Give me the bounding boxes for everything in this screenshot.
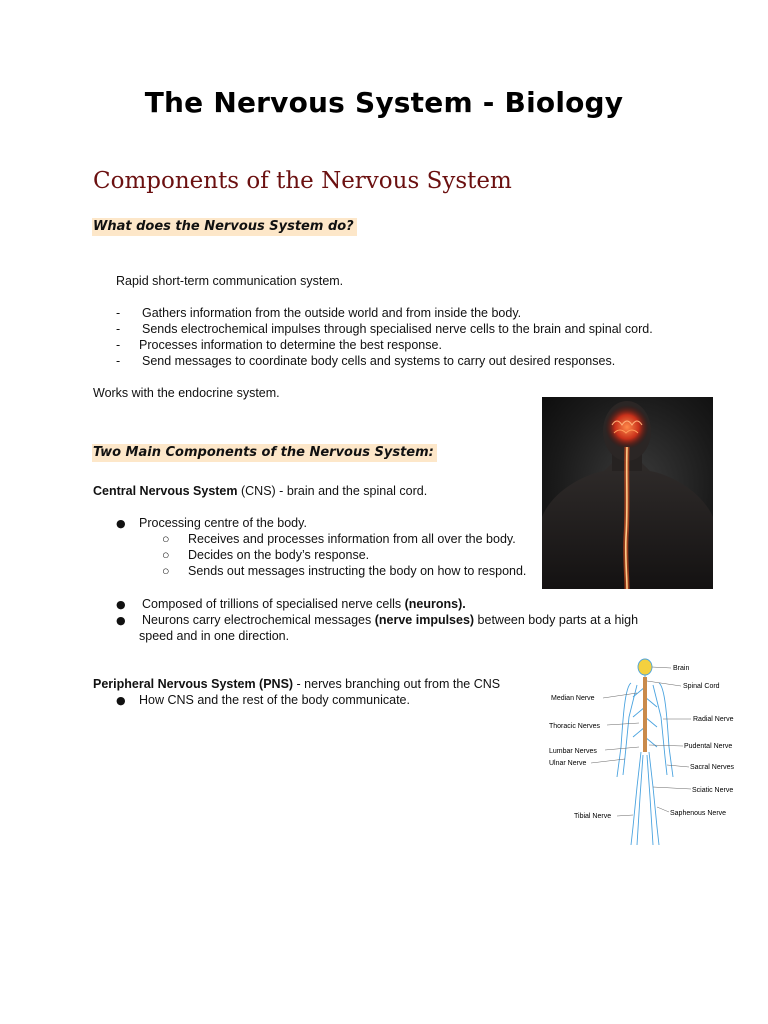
label-lumbar-nerves: Lumbar Nerves [549, 748, 597, 755]
cns-bullet [142, 613, 638, 627]
cns-subitem: Receives and processes information from all over the body. [188, 532, 516, 546]
bullet-dot: ● [116, 614, 126, 627]
label-tibial-nerve: Tibial Nerve [574, 813, 612, 820]
pns-bullet: How CNS and the rest of the body communicate. [139, 693, 410, 707]
text-run: between body parts at a high [474, 613, 639, 627]
dash-item: Gathers information from the outside world and from inside the body. [142, 306, 522, 320]
body-silhouette-image [542, 397, 713, 589]
bullet-dot: ● [116, 598, 126, 611]
label-sciatic-nerve: Sciatic Nerve [692, 787, 734, 794]
bold-run: (neurons). [404, 597, 466, 611]
cns-label: Central Nervous System [93, 484, 238, 498]
bold-run: (nerve impulses) [374, 613, 475, 627]
cns-line [93, 484, 427, 498]
nervous-system-diagram [545, 657, 742, 849]
dash-item: Processes information to determine the best response. [139, 338, 442, 352]
cns-bullet-cont: speed and in one direction. [139, 629, 290, 643]
nervous-system-photo [542, 397, 713, 589]
cns-subitem: Decides on the body’s response. [188, 548, 370, 562]
question-heading: What does the Nervous System do? [92, 218, 357, 236]
anatomy-diagram [545, 657, 742, 849]
label-brain: Brain [673, 665, 690, 672]
pns-desc: - nerves branching out from the CNS [293, 677, 501, 691]
dash-marker: - [116, 306, 121, 320]
label-spinal-cord: Spinal Cord [683, 683, 720, 690]
endocrine-text: Works with the endocrine system. [93, 386, 280, 400]
text-run: Neurons carry electrochemical messages [142, 613, 375, 627]
cns-subitem: Sends out messages instructing the body on how to respond. [188, 564, 527, 578]
text-run: Composed of trillions of specialised nerve cells [142, 597, 405, 611]
cns-bullet [142, 597, 466, 611]
document-title: The Nervous System - Biology [144, 86, 624, 119]
pns-label: Peripheral Nervous System (PNS) [93, 677, 294, 691]
circle-bullet: ○ [162, 532, 170, 546]
label-sacral-nerves: Sacral Nerves [690, 764, 734, 771]
dash-marker: - [116, 354, 121, 368]
dash-marker: - [116, 322, 121, 336]
label-saphenous-nerve: Saphenous Nerve [670, 810, 727, 817]
intro-text: Rapid short-term communication system. [116, 274, 344, 288]
label-pudental-nerve: Pudental Nerve [684, 743, 733, 750]
dash-marker: - [116, 338, 121, 352]
circle-bullet: ○ [162, 564, 170, 578]
circle-bullet: ○ [162, 548, 170, 562]
cns-desc: (CNS) - brain and the spinal cord. [237, 484, 428, 498]
bullet-dot: ● [116, 694, 126, 707]
dash-item: Sends electrochemical impulses through specialised nerve cells to the brain and spinal cord. [142, 322, 653, 336]
label-ulnar-nerve: Ulnar Nerve [549, 760, 587, 767]
bullet-dot: ● [116, 517, 126, 530]
components-heading: Two Main Components of the Nervous System: [92, 444, 437, 462]
pns-line [93, 677, 500, 691]
section-heading: Components of the Nervous System [93, 168, 512, 194]
label-radial-nerve: Radial Nerve [693, 716, 734, 723]
label-median-nerve: Median Nerve [551, 695, 595, 702]
dash-item: Send messages to coordinate body cells and systems to carry out desired responses. [142, 354, 616, 368]
label-thoracic-nerves: Thoracic Nerves [549, 723, 600, 730]
cns-bullet: Processing centre of the body. [139, 516, 307, 530]
